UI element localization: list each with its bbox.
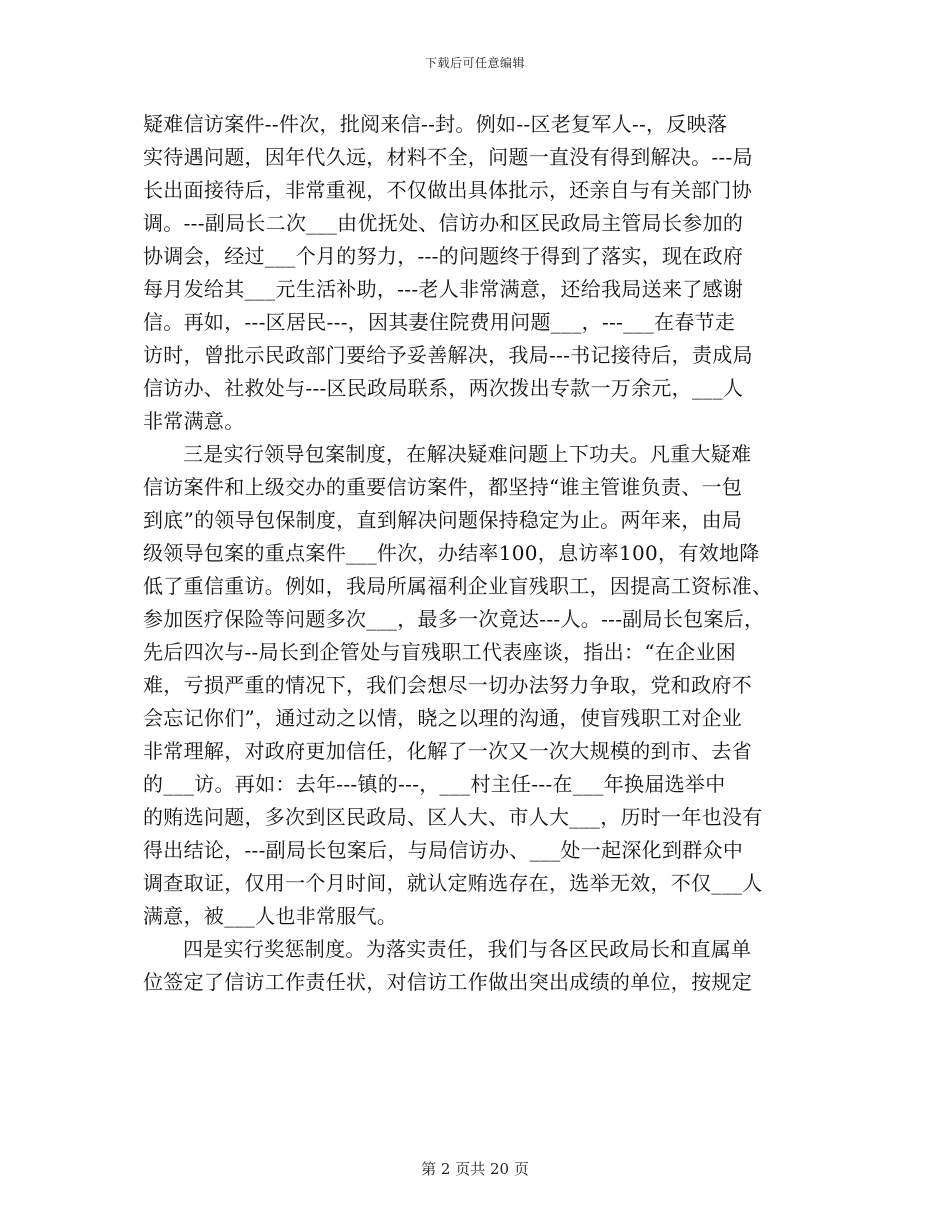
text-line: 四是实行奖惩制度。为落实责任，我们与各区民政局长和直属单: [183, 937, 752, 961]
text-line: 非常理解，对政府更加信任，化解了一次又一次大规模的到市、去省: [143, 739, 752, 763]
text-line: 每月发给其___元生活补助，---老人非常满意，还给我局送来了感谢: [143, 277, 744, 301]
document-body: [143, 108, 798, 999]
paragraph-1: [143, 108, 798, 438]
text-line: 满意，被___人也非常服气。: [143, 904, 398, 928]
text-line: 的___访。再如：去年---镇的---，___村主任---在___年换届选举中: [143, 772, 726, 796]
text-line: 的贿选问题，多次到区民政局、区人大、市人大___，历时一年也没有: [143, 805, 763, 829]
text-line: 实待遇问题，因年代久远，材料不全，问题一直没有得到解决。---局: [143, 145, 753, 169]
text-line: 难，亏损严重的情况下，我们会想尽一切办法努力争取，党和政府不: [143, 673, 752, 697]
text-line: 会忘记你们”，通过动之以情，晓之以理的沟通，使盲残职工对企业: [143, 706, 743, 730]
text-line: 协调会，经过___个月的努力，---的问题终于得到了落实，现在政府: [143, 244, 744, 268]
text-line: 先后四次与--局长到企管处与盲残职工代表座谈，指出：“在企业困: [143, 640, 737, 664]
text-line: 得出结论，---副局长包案后，与局信访办、___处一起深化到群众中: [143, 838, 744, 862]
text-line: 调。---副局长二次___由优抚处、信访办和区民政局主管局长参加的: [143, 211, 744, 235]
text-line: 位签定了信访工作责任状，对信访工作做出突出成绩的单位，按规定: [143, 970, 752, 994]
text-line: 参加医疗保险等问题多次___，最多一次竟达---人。---副局长包案后，: [143, 607, 765, 631]
paragraph-3: [143, 933, 798, 999]
page-header: 下载后可任意编辑: [424, 56, 525, 70]
text-line: 到底”的领导包保制度，直到解决问题保持稳定为止。两年来，由局: [143, 508, 743, 532]
text-line: 级领导包案的重点案件___件次，办结率100，息访率100，有效地降: [143, 541, 760, 565]
paragraph-2: [143, 438, 798, 933]
page-footer: 第 2 页共 20 页: [421, 1160, 529, 1178]
text-line: 信访办、社救处与---区民政局联系，两次拨出专款一万余元，___人: [143, 376, 744, 400]
text-line: 访时，曾批示民政部门要给予妥善解决，我局---书记接待后，责成局: [143, 343, 753, 367]
text-line: 三是实行领导包案制度，在解决疑难问题上下功夫。凡重大疑难: [183, 442, 752, 466]
text-line: 低了重信重访。例如，我局所属福利企业盲残职工，因提高工资标准、: [143, 574, 773, 598]
text-line: 疑难信访案件--件次，批阅来信--封。例如--区老复军人--，反映落: [143, 112, 728, 136]
text-line: 信。再如，---区居民---，因其妻住院费用问题___，---___在春节走: [143, 310, 736, 334]
text-line: 信访案件和上级交办的重要信访案件，都坚持“谁主管谁负责、一包: [143, 475, 743, 499]
text-line: 长出面接待后，非常重视，不仅做出具体批示，还亲自与有关部门协: [143, 178, 752, 202]
text-line: 非常满意。: [143, 409, 245, 433]
text-line: 调查取证，仅用一个月时间，就认定贿选存在，选举无效，不仅___人: [143, 871, 763, 895]
